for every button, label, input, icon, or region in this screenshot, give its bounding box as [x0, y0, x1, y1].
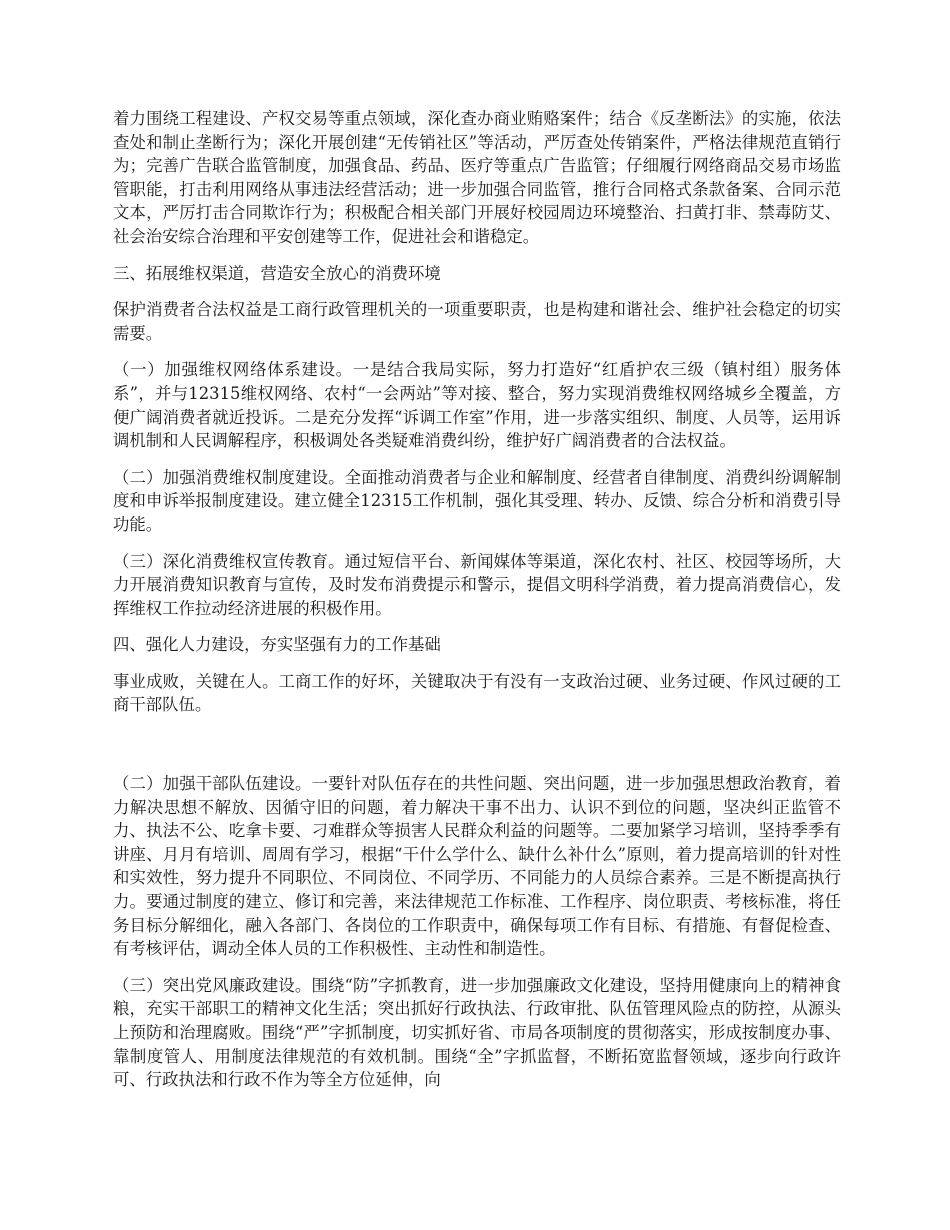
section-heading-4: 四、强化人力建设，夯实坚强有力的工作基础: [113, 635, 441, 655]
paragraph-anti-corruption: （三）突出党风廉政建设。围绕“防”字抓教育，进一步加强廉政文化建设，坚持用健康向上的精神食粮，充实干部职工的精神文化生活；突出抓好行政执法、行政审批、队伍管理风险点的防控，从源头上预防和治理腐败。围绕“严”字抓制度，切实抓好省、市局各项制度的贯彻落实，形成按制度办事、靠制度管人、用制度法律规范的有效机制。围绕“全”字抓监督，不断拓宽监督领域，逐步向行政许可、行政执法和行政不作为等全方位延伸，向: [113, 975, 841, 1090]
paragraph-people-key: 事业成败，关键在人。工商工作的好坏，关键取决于有没有一支政治过硬、业务过硬、作风过硬的工商干部队伍。: [113, 671, 841, 715]
paragraph-cadre-building: （二）加强干部队伍建设。一要针对队伍存在的共性问题、突出问题，进一步加强思想政治教育，着力解决思想不解放、因循守旧的问题，着力解决干事不出力、认识不到位的问题，坚决纠正监管不力、执法不公、吃拿卡要、刁难群众等损害人民群众利益的问题等。二要加紧学习培训，坚持季季有讲座、月月有培训、周周有学习，根据“干什么学什么、缺什么补什么”原则，着力提高培训的针对性和实效性，努力提升不同职位、不同岗位、不同学历、不同能力的人员综合素养。三是不断提高执行力。要通过制度的建立、修订和完善，来法律规范工作标准、工作程序、岗位职责、考核标准，将任务目标分解细化，融入各部门、各岗位的工作职责中，确保每项工作有目标、有措施、有督促检查、有考核评估，调动全体人员的工作积极性、主动性和制造性。: [113, 774, 841, 959]
paragraph-rights-system: （二）加强消费维权制度建设。全面推动消费者与企业和解制度、经营者自律制度、消费纠纷调解制度和申诉举报制度建设。建立健全12315工作机制，强化其受理、转办、反馈、综合分析和消费引导功能。: [113, 467, 841, 534]
paragraph-publicity-education: （三）深化消费维权宣传教育。通过短信平台、新闻媒体等渠道，深化农村、社区、校园等场所，大力开展消费知识教育与宣传，及时发布消费提示和警示，提倡文明科学消费，着力提高消费信心，发挥维权工作拉动经济进展的积极作用。: [113, 551, 841, 618]
paragraph-consumer-rights-intro: 保护消费者合法权益是工商行政管理机关的一项重要职责，也是构建和谐社会、维护社会稳定的切实需要。: [113, 300, 841, 343]
blank-gap: [113, 730, 841, 772]
paragraph-enforcement: 着力围绕工程建设、产权交易等重点领域，深化查办商业贿赂案件；结合《反垄断法》的实施，依法查处和制止垄断行为；深化开展创建“无传销社区”等活动，严厉查处传销案件，严格法律规范直销行为；完善广告联合监管制度，加强食品、药品、医疗等重点广告监管；仔细履行网络商品交易市场监管职能，打击利用网络从事违法经营活动；进一步加强合同监管，推行合同格式条款备案、合同示范文本，严厉打击合同欺诈行为；积极配合相关部门开展好校园周边环境整治、扫黄打非、禁毒防艾、社会治安综合治理和平安创建等工作，促进社会和谐稳定。: [113, 109, 841, 246]
paragraph-network-system: （一）加强维权网络体系建设。一是结合我局实际，努力打造好“红盾护农三级（镇村组）服务体系”，并与12315维权网络、农村“一会两站”等对接、整合，努力实现消费维权网络城乡全覆盖，方便广阔消费者就近投诉。二是充分发挥“诉调工作室”作用，进一步落实组织、制度、人员等，运用诉调机制和人民调解程序，积极调处各类疑难消费纠纷，维护好广阔消费者的合法权益。: [113, 360, 841, 451]
section-heading-3: 三、拓展维权渠道，营造安全放心的消费环境: [113, 263, 441, 283]
document-body: [113, 107, 841, 1105]
